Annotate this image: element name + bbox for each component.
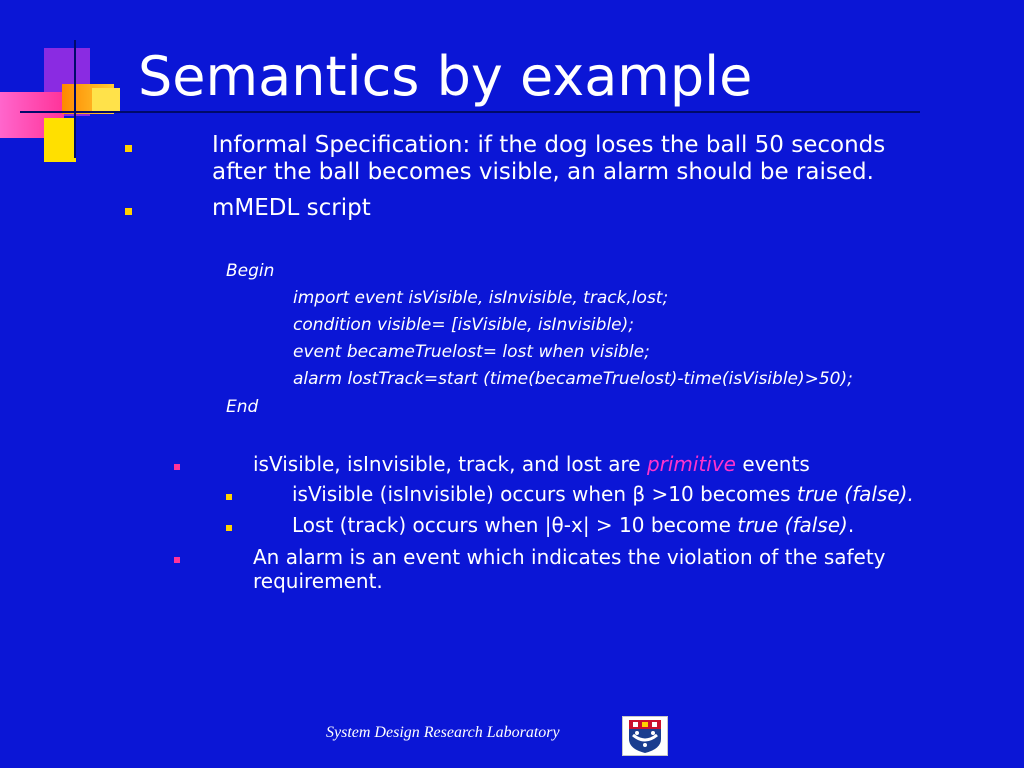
bullet-text: events [736, 452, 810, 476]
bullet-marker [174, 464, 180, 470]
emphasis-true-false: true (false). [796, 482, 914, 506]
symbol-theta: θ [551, 513, 564, 537]
bullet-mmedl-script [212, 195, 371, 222]
bullet-primitive-events [253, 452, 810, 476]
script-begin: Begin [226, 261, 275, 281]
shield-icon [623, 717, 667, 755]
footer-lab-name: System Design Research Laboratory [326, 724, 560, 741]
script-line: import event isVisible, isInvisible, track,lost; [293, 288, 669, 308]
bullet-text: -x| > 10 become [563, 513, 738, 537]
bullet-isvisible [292, 482, 914, 506]
script-line: condition visible= [isVisible, isInvisible); [293, 315, 634, 335]
decoration-vertical-line [74, 40, 76, 158]
slide-title: Semantics by example [138, 45, 753, 108]
bullet-text-line: Informal Specification: if the dog loses the ball 50 seconds [212, 132, 886, 158]
bullet-marker [125, 208, 132, 215]
bullet-text: isVisible (isInvisible) occurs when [292, 482, 633, 506]
bullet-text: >10 becomes [645, 482, 797, 506]
university-seal-icon [622, 716, 668, 756]
bullet-marker [174, 557, 180, 563]
emphasis-true-false: true (false) [737, 513, 848, 537]
symbol-beta: β [632, 482, 646, 506]
bullet-marker [125, 145, 132, 152]
bullet-text: . [847, 513, 855, 537]
bullet-text-line: mMEDL script [212, 195, 371, 221]
emphasis-primitive: primitive [646, 452, 736, 476]
bullet-text: isVisible, isInvisible, track, and lost are [253, 452, 647, 476]
bullet-text-line: requirement. [253, 569, 383, 593]
bullet-marker [226, 525, 232, 531]
bullet-text: Lost (track) occurs when | [292, 513, 552, 537]
bullet-text-line: after the ball becomes visible, an alarm should be raised. [212, 159, 874, 185]
script-end: End [226, 397, 259, 417]
bullet-informal-spec [212, 132, 885, 186]
decoration-block-gold [92, 88, 120, 112]
script-line: alarm lostTrack=start (time(becameTruelost)-time(isVisible)>50); [293, 369, 853, 389]
bullet-alarm [253, 545, 886, 593]
bullet-marker [226, 494, 232, 500]
bullet-text-line: An alarm is an event which indicates the violation of the safety [253, 545, 886, 569]
script-line: event becameTruelost= lost when visible; [293, 342, 650, 362]
decoration-block-yellow [44, 118, 76, 162]
bullet-lost-track [292, 513, 854, 537]
